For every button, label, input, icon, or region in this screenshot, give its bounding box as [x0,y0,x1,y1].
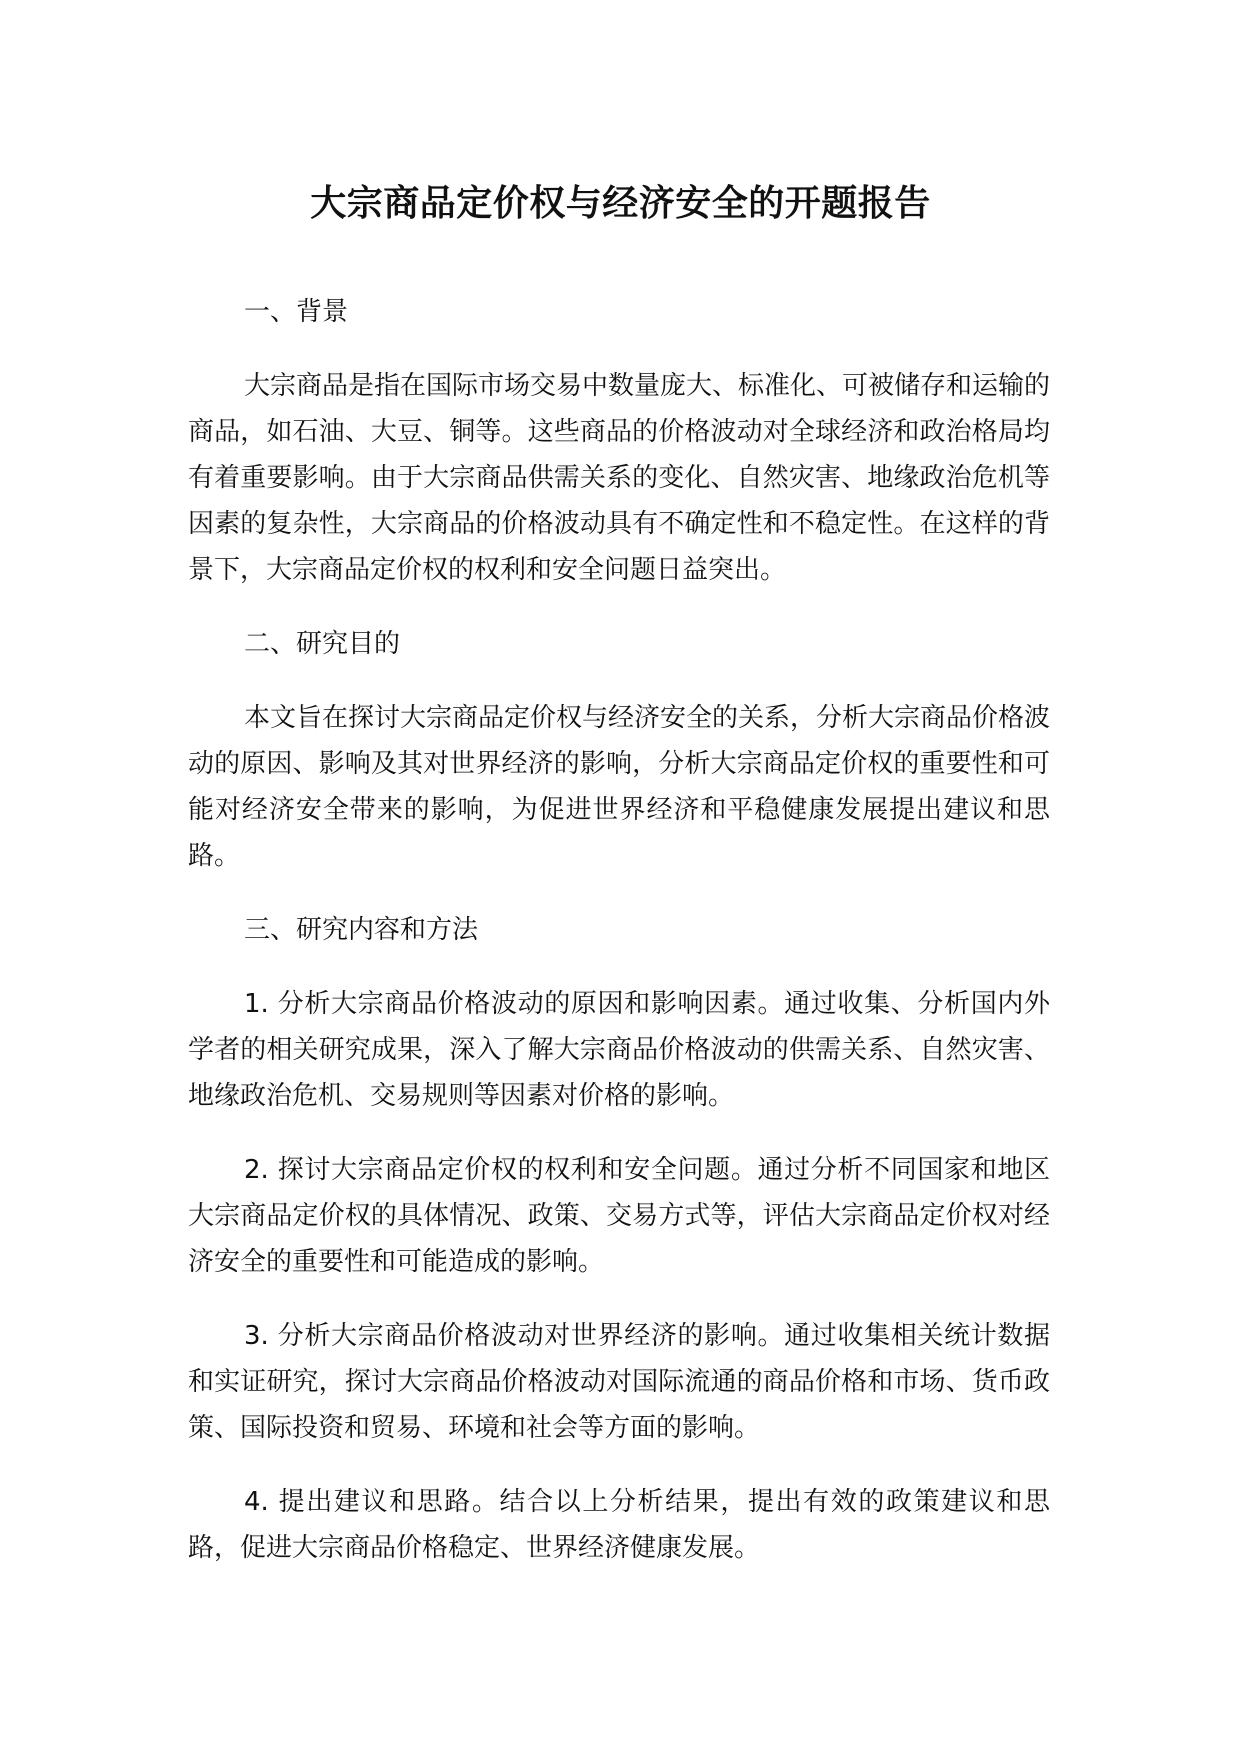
paragraph-item-1: 1. 分析大宗商品价格波动的原因和影响因素。通过收集、分析国内外学者的相关研究成果，深入了解大宗商品价格波动的供需关系、自然灾害、地缘政治危机、交易规则等因素对价格的影响。 [188,989,1050,1111]
document-title: 大宗商品定价权与经济安全的开题报告 [310,183,931,224]
paragraph-background: 大宗商品是指在国际市场交易中数量庞大、标准化、可被储存和运输的商品，如石油、大豆、铜等。这些商品的价格波动对全球经济和政治格局均有着重要影响。由于大宗商品供需关系的变化、自然灾害、地缘政治危机等因素的复杂性，大宗商品的价格波动具有不确定性和不稳定性。在这样的背景下，大宗商品定价权的权利和安全问题日益突出。 [188,371,1051,585]
paragraph-item-2: 2. 探讨大宗商品定价权的权利和安全问题。通过分析不同国家和地区大宗商品定价权的具体情况、政策、交易方式等，评估大宗商品定价权对经济安全的重要性和可能造成的影响。 [188,1155,1050,1277]
document-body [188,289,1050,1571]
paragraph-purpose: 本文旨在探讨大宗商品定价权与经济安全的关系，分析大宗商品价格波动的原因、影响及其对世界经济的影响，分析大宗商品定价权的重要性和可能对经济安全带来的影响，为促进世界经济和平稳健康发展提出建议和思路。 [188,703,1051,871]
paragraph-item-3: 3. 分析大宗商品价格波动对世界经济的影响。通过收集相关统计数据和实证研究，探讨大宗商品价格波动对国际流通的商品价格和市场、货币政策、国际投资和贸易、环境和社会等方面的影响。 [188,1321,1050,1443]
section-heading-content-methods: 三、研究内容和方法 [244,915,479,945]
paragraph-item-4: 4. 提出建议和思路。结合以上分析结果，提出有效的政策建议和思路，促进大宗商品价格稳定、世界经济健康发展。 [188,1487,1050,1563]
section-heading-background: 一、背景 [244,297,349,327]
section-heading-purpose: 二、研究目的 [244,629,401,659]
